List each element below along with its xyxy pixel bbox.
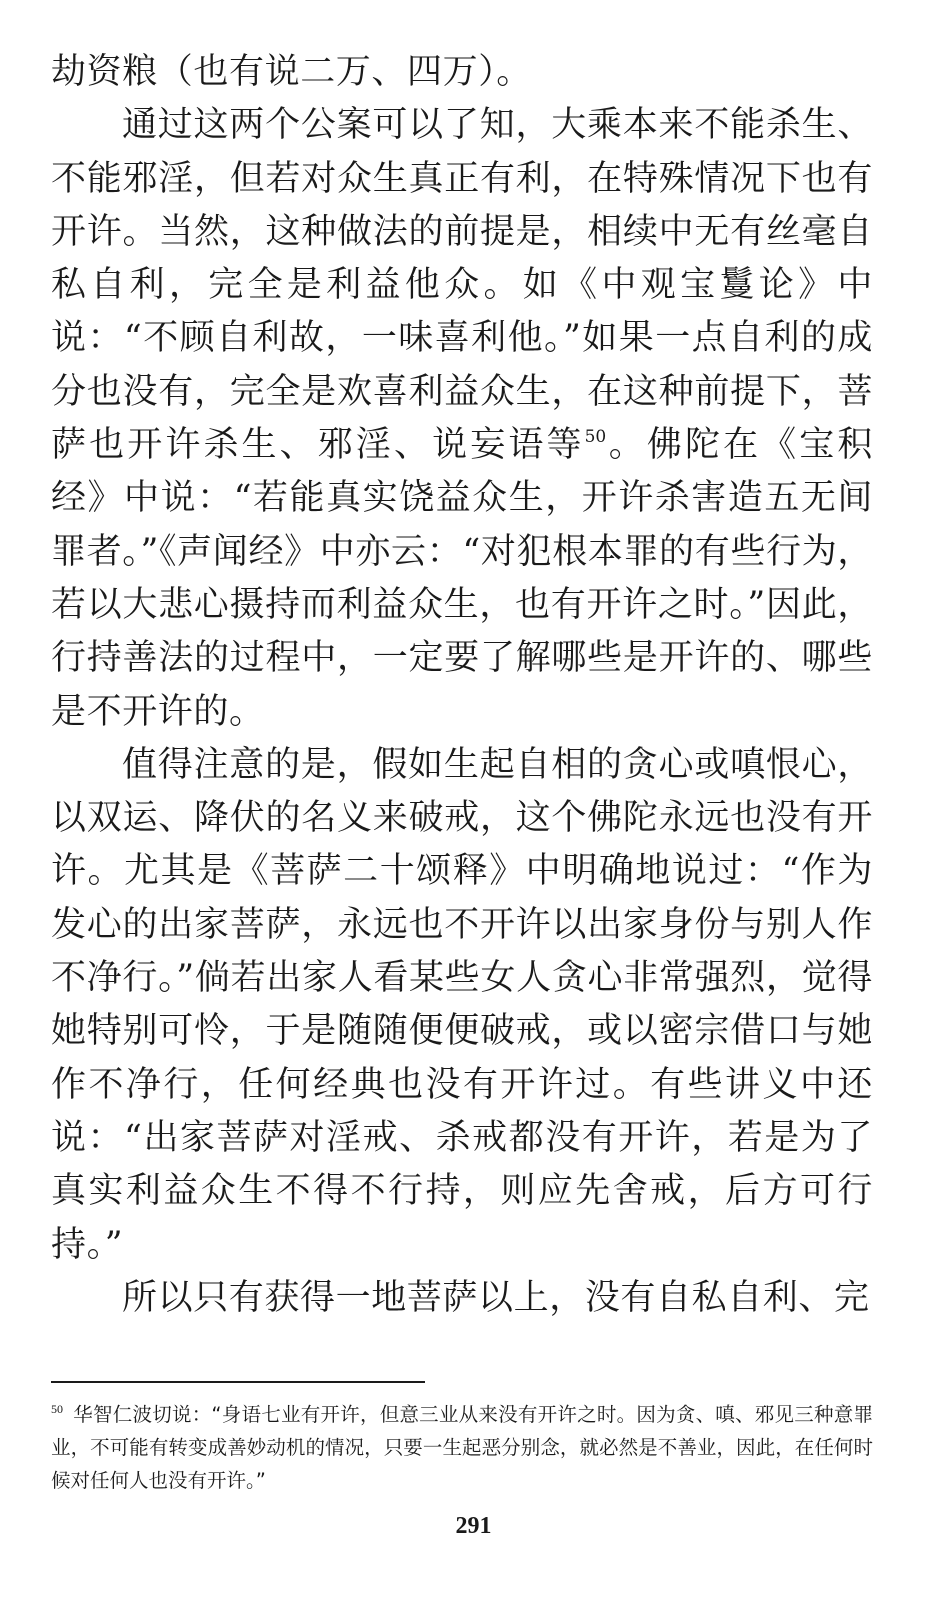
footnote-reference[interactable]: 50 [584,427,607,448]
paragraph-2-text-b: 。佛陀在《宝积经》中说：“若能真实饶益众生，开许杀害造五无间罪者。”《声闻经》中亦云：“对犯根本罪的有些行为，若以大悲心摄持而利益众生，也有开许之时。”因此，行持善法的过程中，一定要了解哪些是开许的、哪些是不开许的。 [51,425,874,732]
paragraph-3-text: 值得注意的是，假如生起自相的贪心或嗔恨心，以双运、降伏的名义来破戒，这个佛陀永远也没有开许。尤其是《菩萨二十颂释》中明确地说过：“作为发心的出家菩萨，永远也不开许以出家身份与别人作不净行。”倘若出家人看某些女人贪心非常强烈，觉得她特别可怜，于是随随便便破戒，或以密宗借口与她作不净行，任何经典也没有开许过。有些讲义中还说：“出家菩萨对淫戒、杀戒都没有开许，若是为了真实利益众生不得不行持，则应先舍戒，后方可行持。” [51,744,873,1265]
paragraph-4-text: 所以只有获得一地菩萨以上，没有自私自利、完 [122,1277,870,1318]
footnote-divider [51,1381,425,1383]
footnote-text: 华智仁波切说：“身语七业有开许，但意三业从来没有开许之时。因为贪、嗔、邪见三种意罪业，不可能有转变成善妙动机的情况，只要一生起恶分别念，就必然是不善业，因此，在任何时候对任何人也没有开许。” [51,1403,873,1492]
paragraph-1 [51,46,873,99]
paragraph-3 [51,739,873,1272]
paragraph-1-text: 劫资粮（也有说二万、四万）。 [51,52,532,92]
footnote-number: 50 [51,1402,63,1416]
paragraph-2-text-a: 通过这两个公案可以了知，大乘本来不能杀生、不能邪淫，但若对众生真正有利，在特殊情况下也有开许。当然，这种做法的前提是，相续中无有丝毫自私自利，完全是利益他众。如《中观宝鬘论》中说：“不顾自利故，一味喜利他。”如果一点自利的成分也没有，完全是欢喜利益众生，在这种前提下，菩萨也开许杀生、邪淫、说妄语等 [51,105,873,466]
paragraph-4 [51,1272,873,1325]
footnote [51,1398,873,1497]
page-number: 291 [455,1513,492,1539]
paragraph-2 [51,99,873,739]
main-text [51,46,873,1325]
